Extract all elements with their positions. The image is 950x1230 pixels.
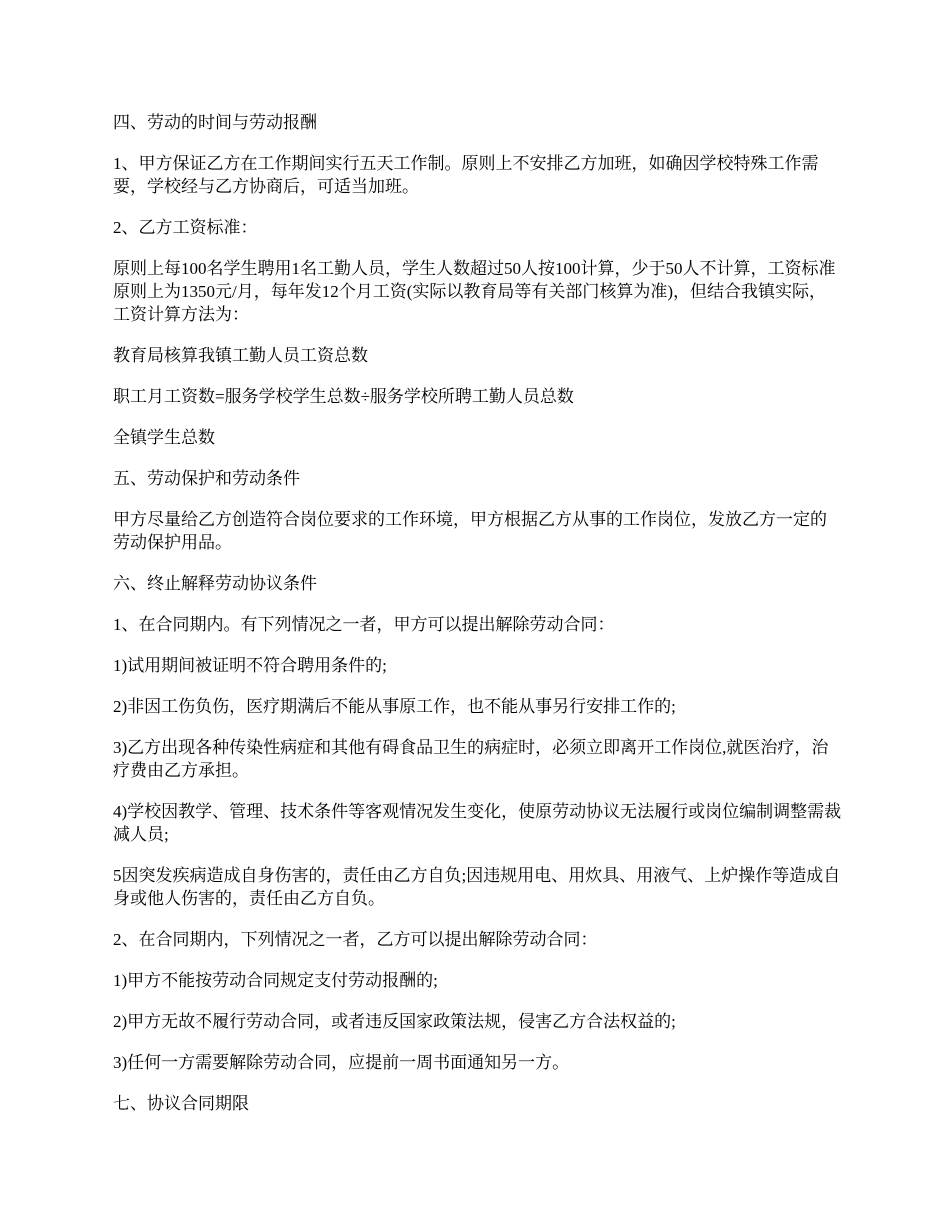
- paragraph-protection: 甲方尽量给乙方创造符合岗位要求的工作环境，甲方根据乙方从事的工作岗位，发放乙方一定的劳动保护用品。: [113, 510, 827, 552]
- document-page: [113, 111, 843, 1133]
- paragraph-work-schedule: 1、甲方保证乙方在工作期间实行五天工作制。原则上不安排乙方加班，如确因学校特殊工作需要，学校经与乙方协商后，可适当加班。: [113, 154, 819, 196]
- list-item-a1: 1)试用期间被证明不符合聘用条件的;: [113, 656, 387, 675]
- list-item-b2: 2)甲方无故不履行劳动合同，或者违反国家政策法规，侵害乙方合法权益的;: [113, 1012, 676, 1031]
- paragraph-party-b-termination: 2、在合同期内，下列情况之一者，乙方可以提出解除劳动合同：: [113, 930, 598, 949]
- formula-numerator: 教育局核算我镇工勤人员工资总数: [113, 346, 368, 365]
- section-heading-6: 六、终止解释劳动协议条件: [113, 574, 317, 593]
- list-item-a5: 5因突发疾病造成自身伤害的，责任由乙方自负;因违规用电、用炊具、用液气、上炉操作等造成自身或他人伤害的，责任由乙方自负。: [113, 866, 841, 908]
- list-item-a4: 4)学校因教学、管理、技术条件等客观情况发生变化，使原劳动协议无法履行或岗位编制调整需裁减人员;: [113, 802, 842, 844]
- formula-denominator: 全镇学生总数: [113, 428, 215, 447]
- paragraph-wage-standard-heading: 2、乙方工资标准：: [113, 218, 258, 237]
- paragraph-wage-standard: 原则上每100名学生聘用1名工勤人员，学生人数超过50人按100计算，少于50人不计算，工资标准原则上为1350元/月，每年发12个月工资(实际以教育局等有关部门核算为准)，但结合我镇实际，工资计算方法为：: [113, 259, 836, 324]
- list-item-b1: 1)甲方不能按劳动合同规定支付劳动报酬的;: [113, 971, 438, 990]
- section-heading-4: 四、劳动的时间与劳动报酬: [113, 113, 317, 132]
- section-heading-5: 五、劳动保护和劳动条件: [113, 469, 300, 488]
- section-heading-7: 七、协议合同期限: [113, 1094, 249, 1113]
- paragraph-party-a-termination: 1、在合同期内。有下列情况之一者，甲方可以提出解除劳动合同：: [113, 615, 615, 634]
- formula-line: 职工月工资数=服务学校学生总数÷服务学校所聘工勤人员总数: [113, 387, 574, 406]
- list-item-a3: 3)乙方出现各种传染性病症和其他有碍食品卫生的病症时，必须立即离开工作岗位,就医治疗，治疗费由乙方承担。: [113, 738, 829, 780]
- list-item-a2: 2)非因工伤负伤，医疗期满后不能从事原工作，也不能从事另行安排工作的;: [113, 697, 676, 716]
- list-item-b3: 3)任何一方需要解除劳动合同，应提前一周书面通知另一方。: [113, 1053, 570, 1072]
